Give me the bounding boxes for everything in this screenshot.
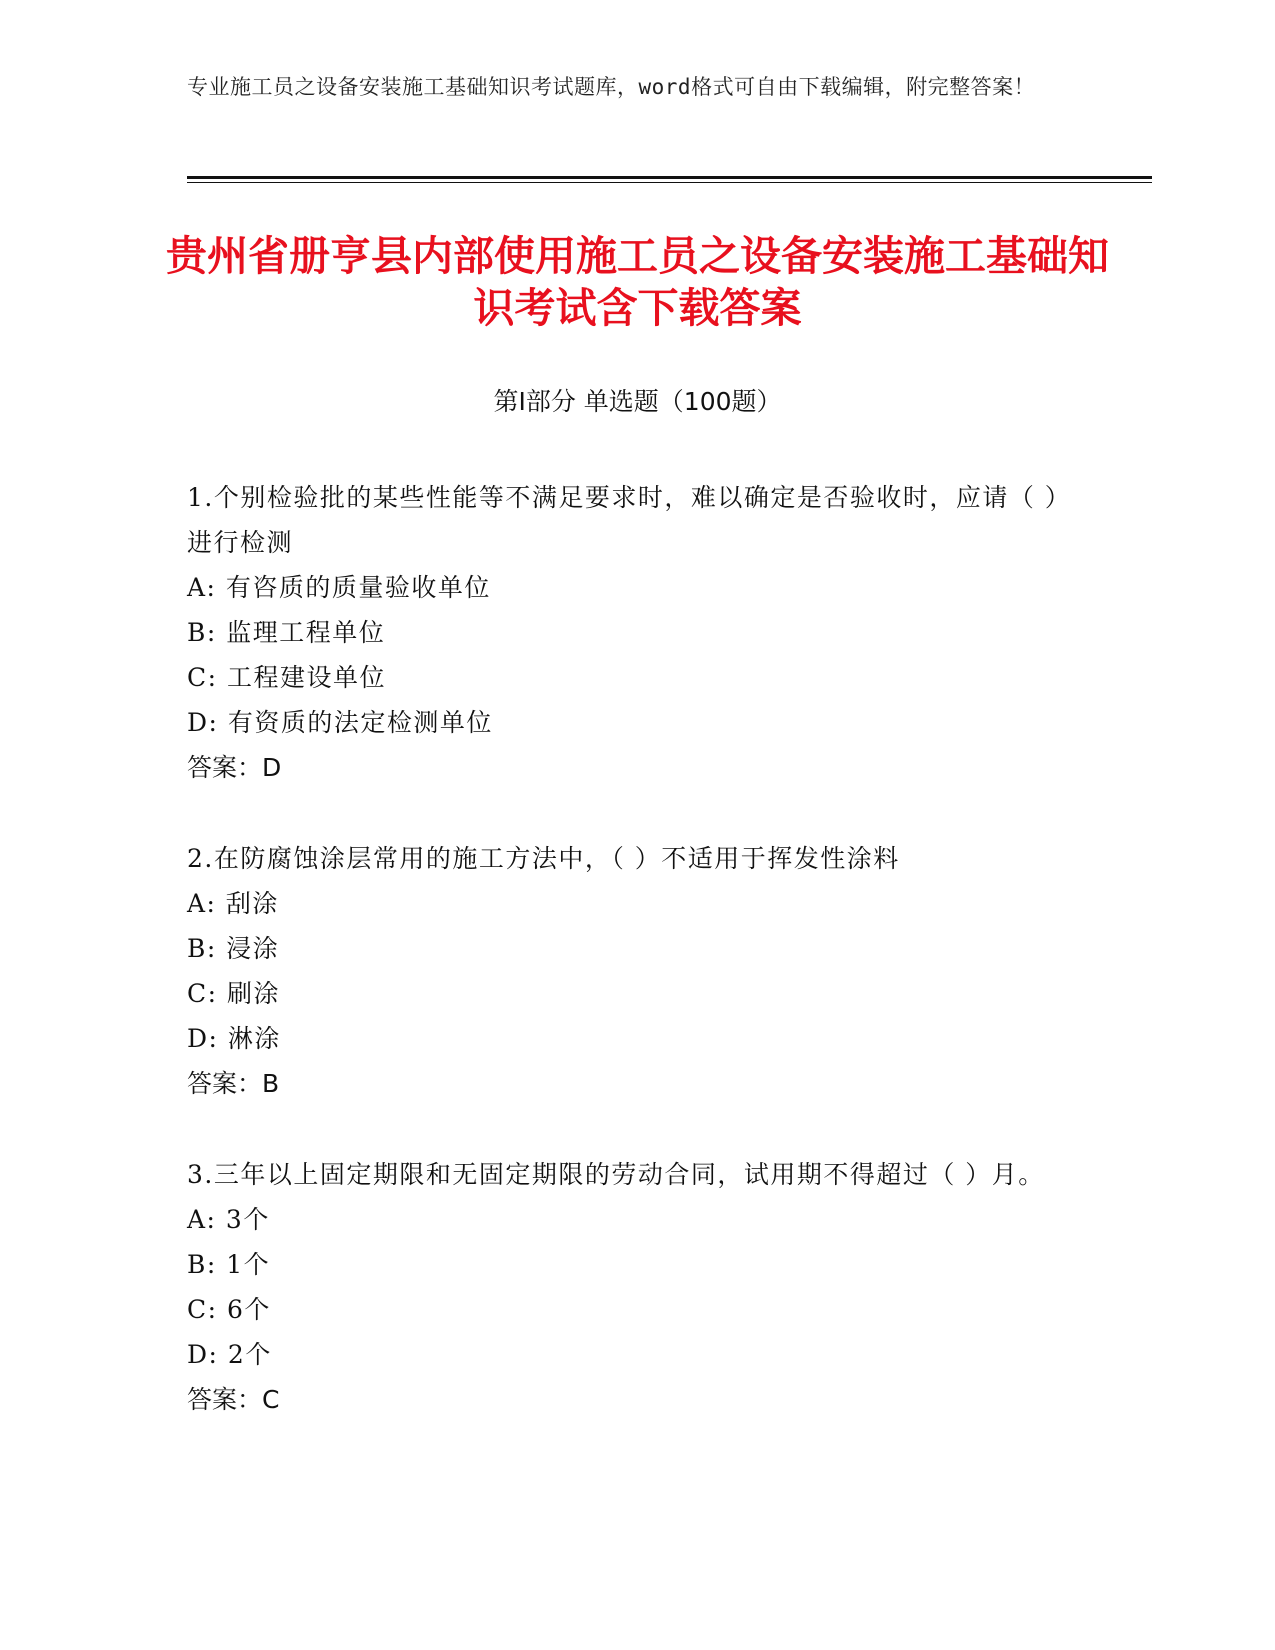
option-a: A: 刮涂 [187, 889, 279, 918]
answer: 答案：D [187, 753, 282, 782]
question-2 [187, 836, 1067, 1106]
option-c: C: 6个 [187, 1295, 271, 1324]
option-c: C: 工程建设单位 [187, 663, 386, 692]
answer: 答案：C [187, 1385, 280, 1414]
question-stem: 2.在防腐蚀涂层常用的施工方法中，（ ）不适用于挥发性涂料 [187, 844, 900, 873]
answer: 答案：B [187, 1069, 280, 1098]
document-title: 贵州省册亨县内部使用施工员之设备安装施工基础知识考试含下载答案 [166, 232, 1109, 332]
section-title: 第Ⅰ部分 单选题（100题） [493, 387, 782, 416]
option-a: A: 3个 [187, 1205, 270, 1234]
header-note: 专业施工员之设备安装施工基础知识考试题库，word格式可自由下载编辑，附完整答案！ [187, 75, 1036, 99]
header-divider-thick [187, 176, 1152, 179]
header-divider-thin [187, 182, 1152, 183]
question-stem: 1.个别检验批的某些性能等不满足要求时，难以确定是否验收时，应请（ ）进行检测 [187, 483, 1059, 557]
option-d: D: 2个 [187, 1340, 272, 1369]
option-d: D: 淋涂 [187, 1024, 281, 1053]
option-b: B: 1个 [187, 1250, 271, 1279]
question-3 [187, 1152, 1067, 1422]
option-b: B: 浸涂 [187, 934, 280, 963]
question-stem: 3.三年以上固定期限和无固定期限的劳动合同，试用期不得超过（ ）月。 [187, 1160, 1045, 1189]
option-a: A: 有咨质的质量验收单位 [187, 573, 491, 602]
option-b: B: 监理工程单位 [187, 618, 386, 647]
option-c: C: 刷涂 [187, 979, 280, 1008]
question-list [187, 475, 1067, 1468]
option-d: D: 有资质的法定检测单位 [187, 708, 493, 737]
question-1 [187, 475, 1067, 790]
